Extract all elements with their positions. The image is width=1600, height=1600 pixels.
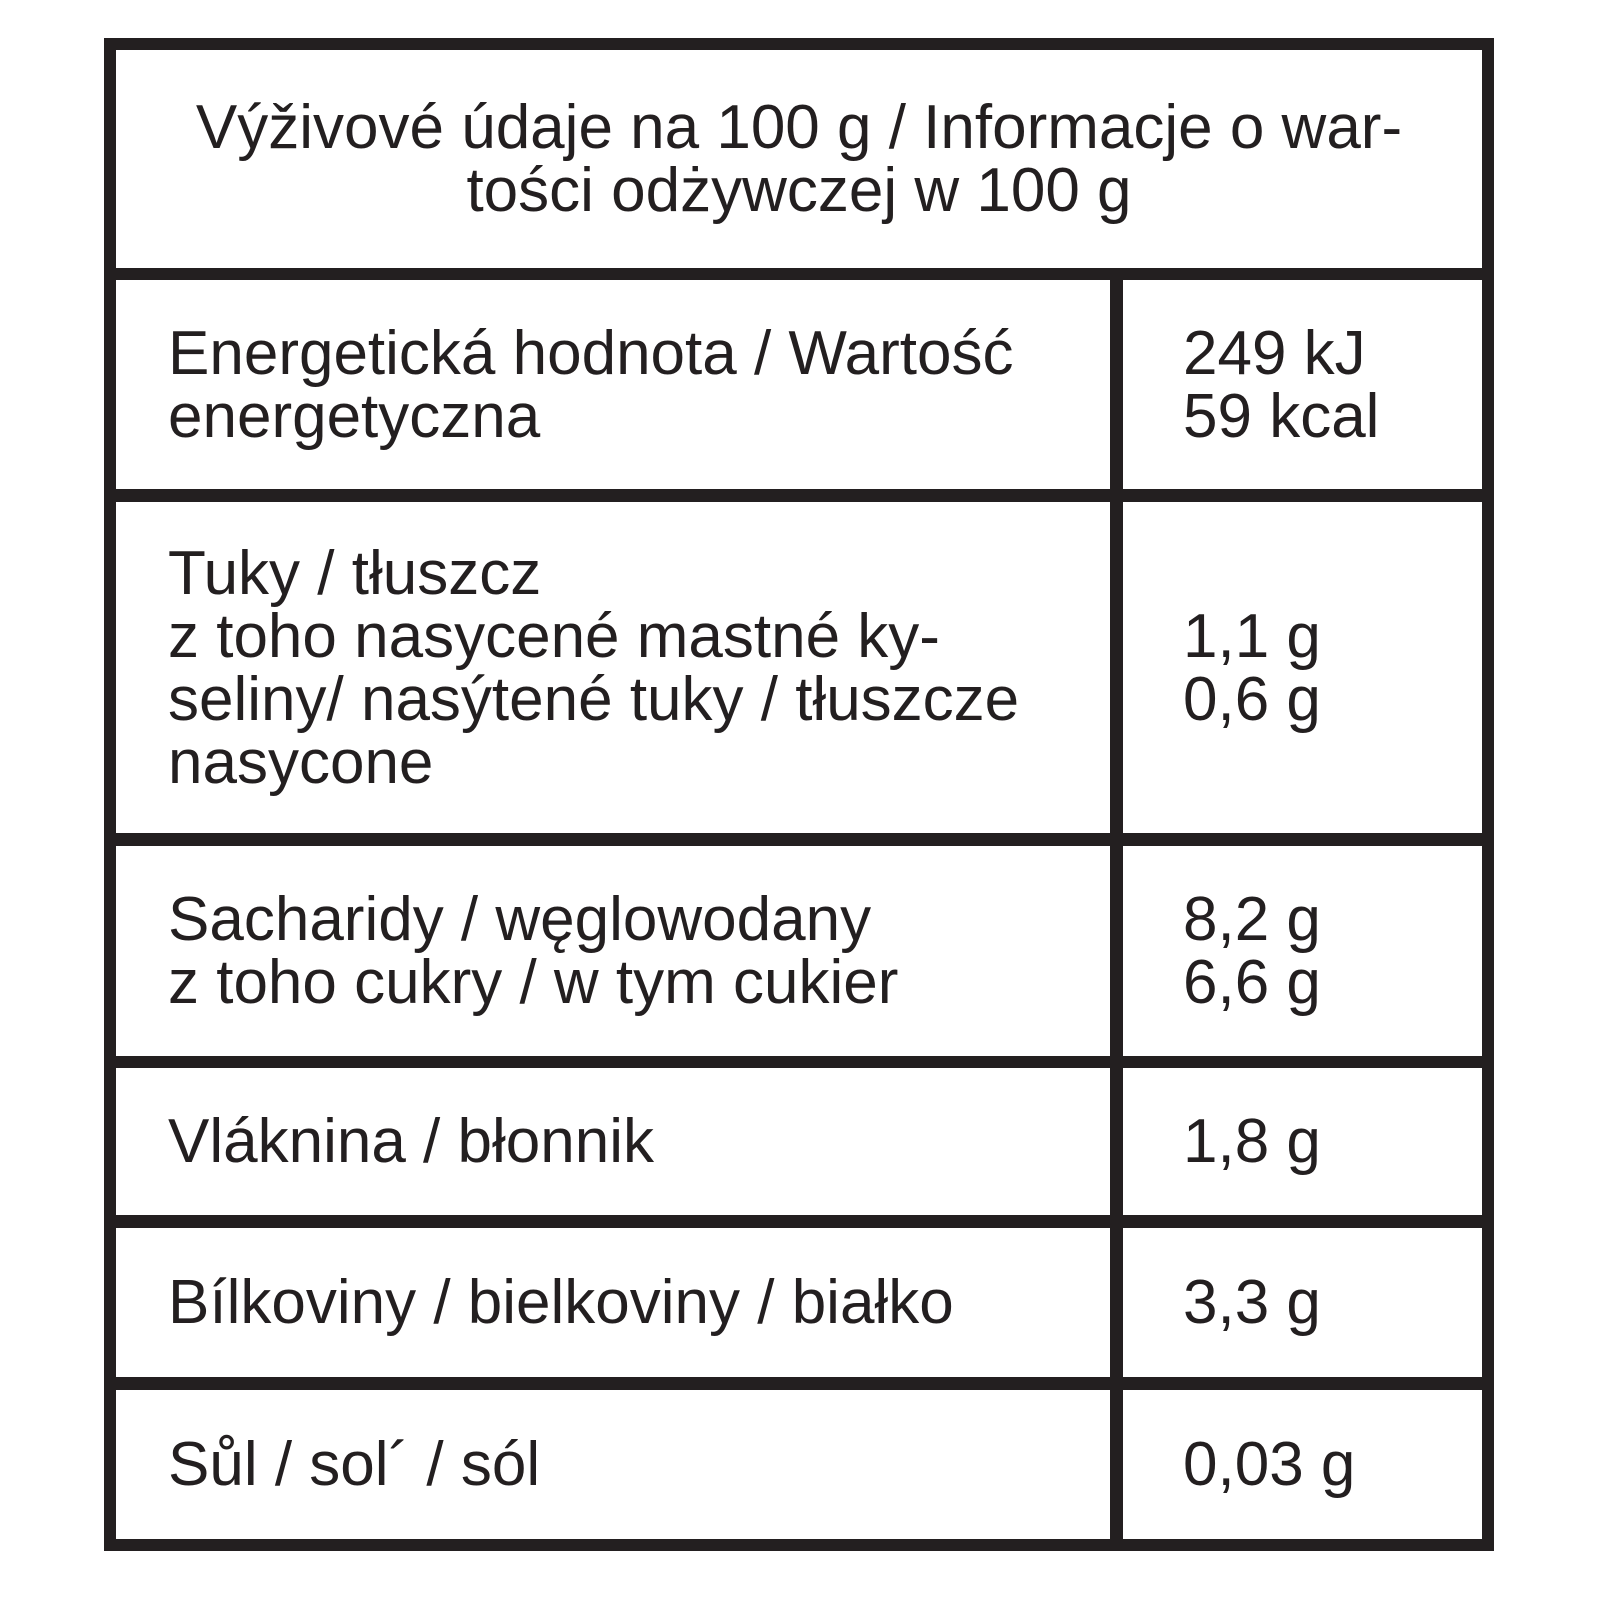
salt-label-cell	[116, 1390, 1110, 1539]
fat-label-cell	[116, 502, 1110, 833]
protein-value: 3,3 g	[1183, 1268, 1321, 1337]
fibre-value-cell	[1123, 1068, 1482, 1215]
table-title-cell	[116, 50, 1482, 268]
nutrition-table	[104, 38, 1494, 1551]
fibre-label: Vláknina / błonnik	[168, 1107, 654, 1176]
salt-value-cell	[1123, 1390, 1482, 1539]
fibre-label-cell	[116, 1068, 1110, 1215]
protein-label: Bílkoviny / bielkoviny / białko	[168, 1268, 954, 1337]
energy-label-cell	[116, 280, 1110, 489]
carbohydrates-value: 8,2 g 6,6 g	[1183, 885, 1321, 1017]
table-title: Výživové údaje na 100 g / Informacje o war- tości odżywczej w 100 g	[195, 93, 1403, 225]
fat-value: 1,1 g 0,6 g	[1183, 601, 1321, 734]
energy-value-cell	[1123, 280, 1482, 489]
fat-label: Tuky / tłuszcz z toho nasycené mastné ky- seliny/ nasýtené tuky / tłuszcze nasycone	[168, 538, 1020, 797]
salt-label: Sůl / sol´ / sól	[168, 1430, 541, 1499]
energy-value: 249 kJ 59 kcal	[1183, 318, 1380, 451]
carbohydrates-value-cell	[1123, 846, 1482, 1056]
protein-label-cell	[116, 1228, 1110, 1377]
energy-label: Energetická hodnota / Wartość energetyczna	[168, 318, 1014, 451]
carbohydrates-label: Sacharidy / węglowodany z toho cukry / w tym cukier	[168, 885, 899, 1017]
protein-value-cell	[1123, 1228, 1482, 1377]
fibre-value: 1,8 g	[1183, 1107, 1321, 1176]
salt-value: 0,03 g	[1183, 1430, 1356, 1499]
fat-value-cell	[1123, 502, 1482, 833]
carbohydrates-label-cell	[116, 846, 1110, 1056]
